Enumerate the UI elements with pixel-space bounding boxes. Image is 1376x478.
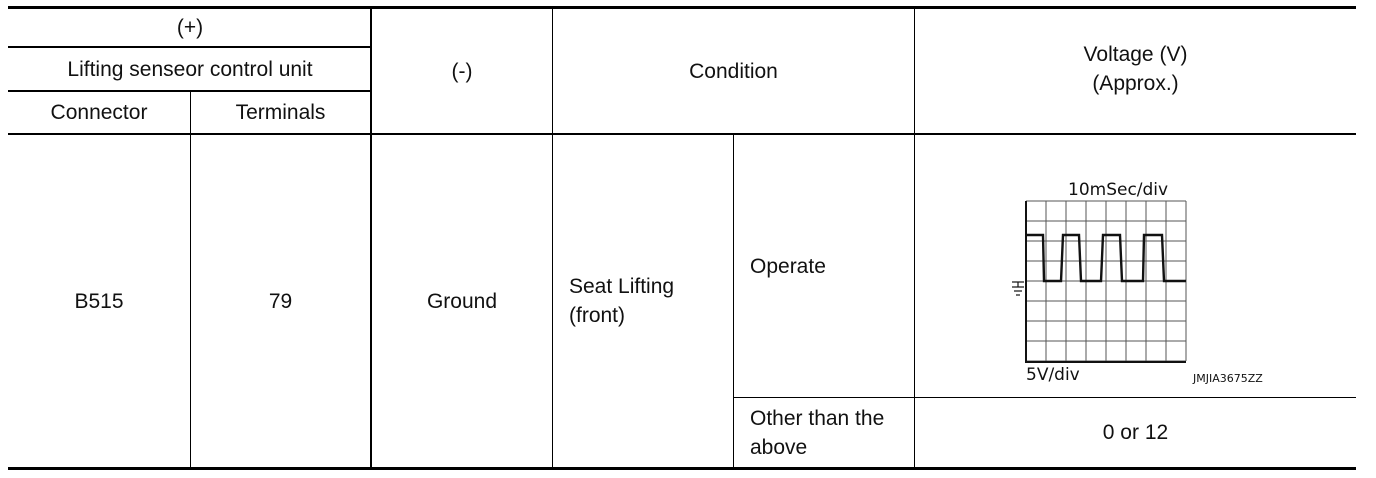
header-condition: Condition [689, 59, 778, 83]
ground-symbol-icon [1012, 282, 1024, 295]
waveform-figure-id: JMJIA3675ZZ [1193, 372, 1263, 385]
header-terminals: Terminals [235, 101, 326, 124]
table-bottom-border [8, 467, 1356, 470]
header-connector: Connector [50, 101, 148, 124]
voltage-other: 0 or 12 [1102, 421, 1169, 444]
condition-other: Other than the above [750, 406, 885, 459]
row-terminal: 79 [268, 289, 293, 313]
header-control-unit: Lifting senseor control unit [67, 57, 313, 81]
waveform-volt-label: 5V/div [1026, 365, 1080, 385]
header-minus: (-) [451, 59, 473, 83]
header-voltage: Voltage (V) (Approx.) [1083, 43, 1188, 95]
row-item: Seat Lifting (front) [569, 275, 675, 327]
condition-operate: Operate [750, 254, 826, 278]
header-plus: (+) [176, 16, 204, 39]
row-connector: B515 [74, 289, 124, 313]
waveform-time-label: 10mSec/div [1068, 180, 1169, 200]
waveform-figure [1000, 170, 1290, 390]
row-ground: Ground [426, 289, 498, 313]
